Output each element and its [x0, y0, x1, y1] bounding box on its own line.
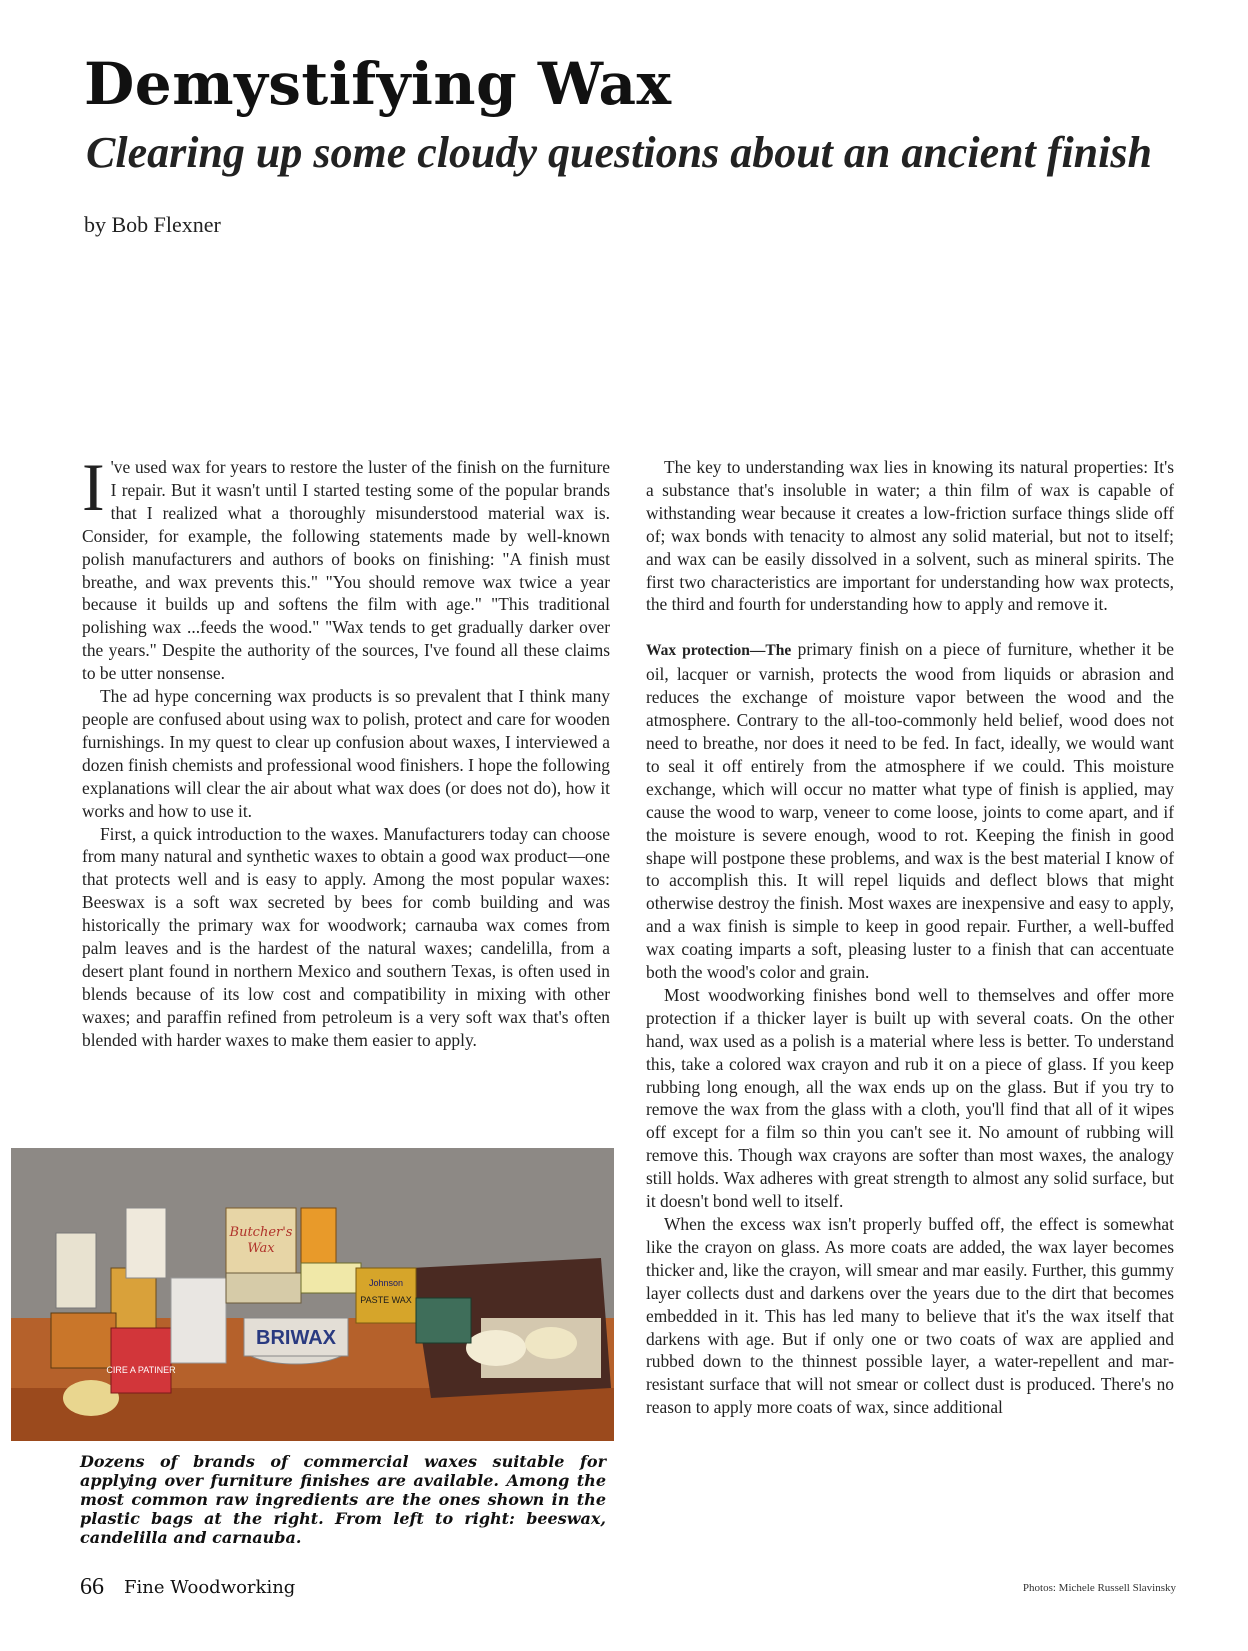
- byline: by Bob Flexner: [84, 212, 221, 237]
- wax-bag: [525, 1327, 577, 1359]
- page-number: 66: [80, 1574, 104, 1600]
- butchers-wax-label: Wax: [247, 1241, 275, 1256]
- wax-jar: [56, 1233, 96, 1308]
- green-wax-tin: [416, 1298, 471, 1343]
- cire-label: CIRE A PATINER: [106, 1365, 176, 1375]
- section-heading: Wax protection—The: [646, 642, 792, 660]
- intro-paragraph: I 've used wax for years to restore the luster of the finish on the furniture I repair. But it wasn't until I started testing some of the popular brands that I realized what a thoroughly misunderstood material wax is. Consider, for example, the following statements made by well-known polish manufacturers and authors of books on finishing: "A finish must breathe, and wax prevents this." "You should remove wax twice a year because it builds up and softens the film with age." "This traditional polishing wax ...feeds the wood." "Wax tends to get gradually darker over the years." Despite the authority of the sources, I've found all these claims to be utter nonsense.: [82, 449, 610, 684]
- photo-credit: Photos: Michele Russell Slavinsky: [1022, 1582, 1176, 1594]
- wax-tin: [51, 1313, 116, 1368]
- article-subtitle: Clearing up some cloudy questions about an ancient finish: [86, 128, 1152, 177]
- johnson-label: Johnson: [368, 1278, 404, 1288]
- paragraph: First, a quick introduction to the waxes. Manufacturers today can choose from many natural and synthetic waxes to obtain a good wax product—one that protects well and is easy to apply. Among the most popular waxes: Beeswax is a soft wax secreted by bees for comb building and was historically the primary wax for woodwork; carnauba wax comes from palm leaves and is the hardest of the natural waxes; candelilla, from a desert plant found in northern Mexico and southern Texas, is often used in blends because of its low cost and compatibility in mixing with other waxes; and paraffin refined from petroleum is a very soft wax that's often blended with harder waxes to make them easier to apply.: [82, 823, 610, 1050]
- wax-tin: [226, 1273, 301, 1303]
- paragraph: The ad hype concerning wax products is so prevalent that I think many people are confused about using wax to polish, protect and care for wooden furnishings. In my quest to clear up confusion about waxes, I interviewed a dozen finish chemists and professional wood finishers. I hope the following explanations will clear the air about what wax does (or does not do), how it works and how to use it.: [82, 686, 610, 821]
- section-paragraph: Wax protection—The primary finish on a piece of furniture, whether it be oil, lacquer or varnish, protects the wood from liquids or abrasion and reduces the exchange of moisture vapor between the wood and the atmosphere. Contrary to the all-too-commonly held belief, wood does not need to breathe, nor does it need to be fed. In fact, ideally, we would want to seal it off entirely from the atmosphere if we could. This moisture exchange, which will occur no matter what type of finish is applied, may cause the wood to warp, veneer to come loose, joints to come apart, and if the moisture is severe enough, wood to rot. Keeping the finish in good shape will postpone these problems, and wax is the best material I know of to accomplish this. It will repel liquids and deflect blows that might otherwise destroy the finish. Most waxes are inexpensive and easy to apply, and a wax finish is simple to keep in good repair. Further, a well-buffed wax coating imparts a soft, pleasing luster to a finish that can accentuate both the wood's color and grain.: [646, 639, 1174, 983]
- left-column: [82, 449, 610, 1052]
- cire-tin: [111, 1328, 171, 1393]
- butchers-label: Butcher's: [229, 1225, 293, 1240]
- article-title: Demystifying Wax: [84, 50, 672, 118]
- wax-products-illustration: [11, 1148, 614, 1441]
- wax-tin: [301, 1263, 361, 1293]
- wax-jar: [126, 1208, 166, 1278]
- drop-cap: I: [82, 449, 105, 525]
- magazine-name: Fine Woodworking: [124, 1577, 296, 1598]
- paragraph: Most woodworking finishes bond well to themselves and offer more protection if a thicker layer is built up with several coats. On the other hand, wax used as a polish is a material where less is better. To understand this, take a colored wax crayon and rub it on a piece of glass. If you keep rubbing long enough, all the wax ends up on the glass. But if you try to remove the wax from the glass with a cloth, you'll find that all of it wipes off except for a film so thin you can't see it. No amount of rubbing will remove this. Though wax crayons are softer than most waxes, the analogy still holds. Wax adheres with great strength to almost any solid surface, but it doesn't bond well to itself.: [646, 984, 1174, 1212]
- paragraph: When the excess wax isn't properly buffed off, the effect is somewhat like the crayon on glass. As more coats are added, the wax layer becomes thicker and, like the crayon, will smear and mar easily. Further, this gummy layer collects dust and darkens over the years due to the dirt that becomes embedded in it. This has led many to believe that it's the wax itself that darkens with age. But if only one or two coats of wax are applied and rubbed down to the thinnest possible layer, a water-repellent and mar-resistant surface that will not smear or collect dust is produced. There's no reason to apply more coats of wax, since additional: [646, 1214, 1174, 1418]
- photo-caption: Dozens of brands of commercial waxes suitable for applying over furniture finishes are available. Among the most common raw ingredients are the ones shown in the plastic bags at the right. From left to right: beeswax, candelilla and carnauba.: [80, 1452, 606, 1547]
- right-column: [646, 456, 1174, 1419]
- wax-products-photo: [11, 1148, 614, 1441]
- paste-wax-can: [171, 1278, 226, 1363]
- briwax-label: BRIWAX: [256, 1327, 336, 1349]
- paste-wax-label: PASTE WAX: [360, 1295, 412, 1305]
- wax-bag: [466, 1330, 526, 1366]
- paragraph: The key to understanding wax lies in knowing its natural properties: It's a substance that's insoluble in water; a thin film of wax is capable of withstanding wear because it creates a low-friction surface things slide off of; wax bonds with tenacity to almost any solid material, but not to itself; and wax can be easily dissolved in a solvent, such as mineral spirits. The first two characteristics are important for understanding how wax protects, the third and fourth for understanding how to apply and remove it.: [646, 457, 1174, 615]
